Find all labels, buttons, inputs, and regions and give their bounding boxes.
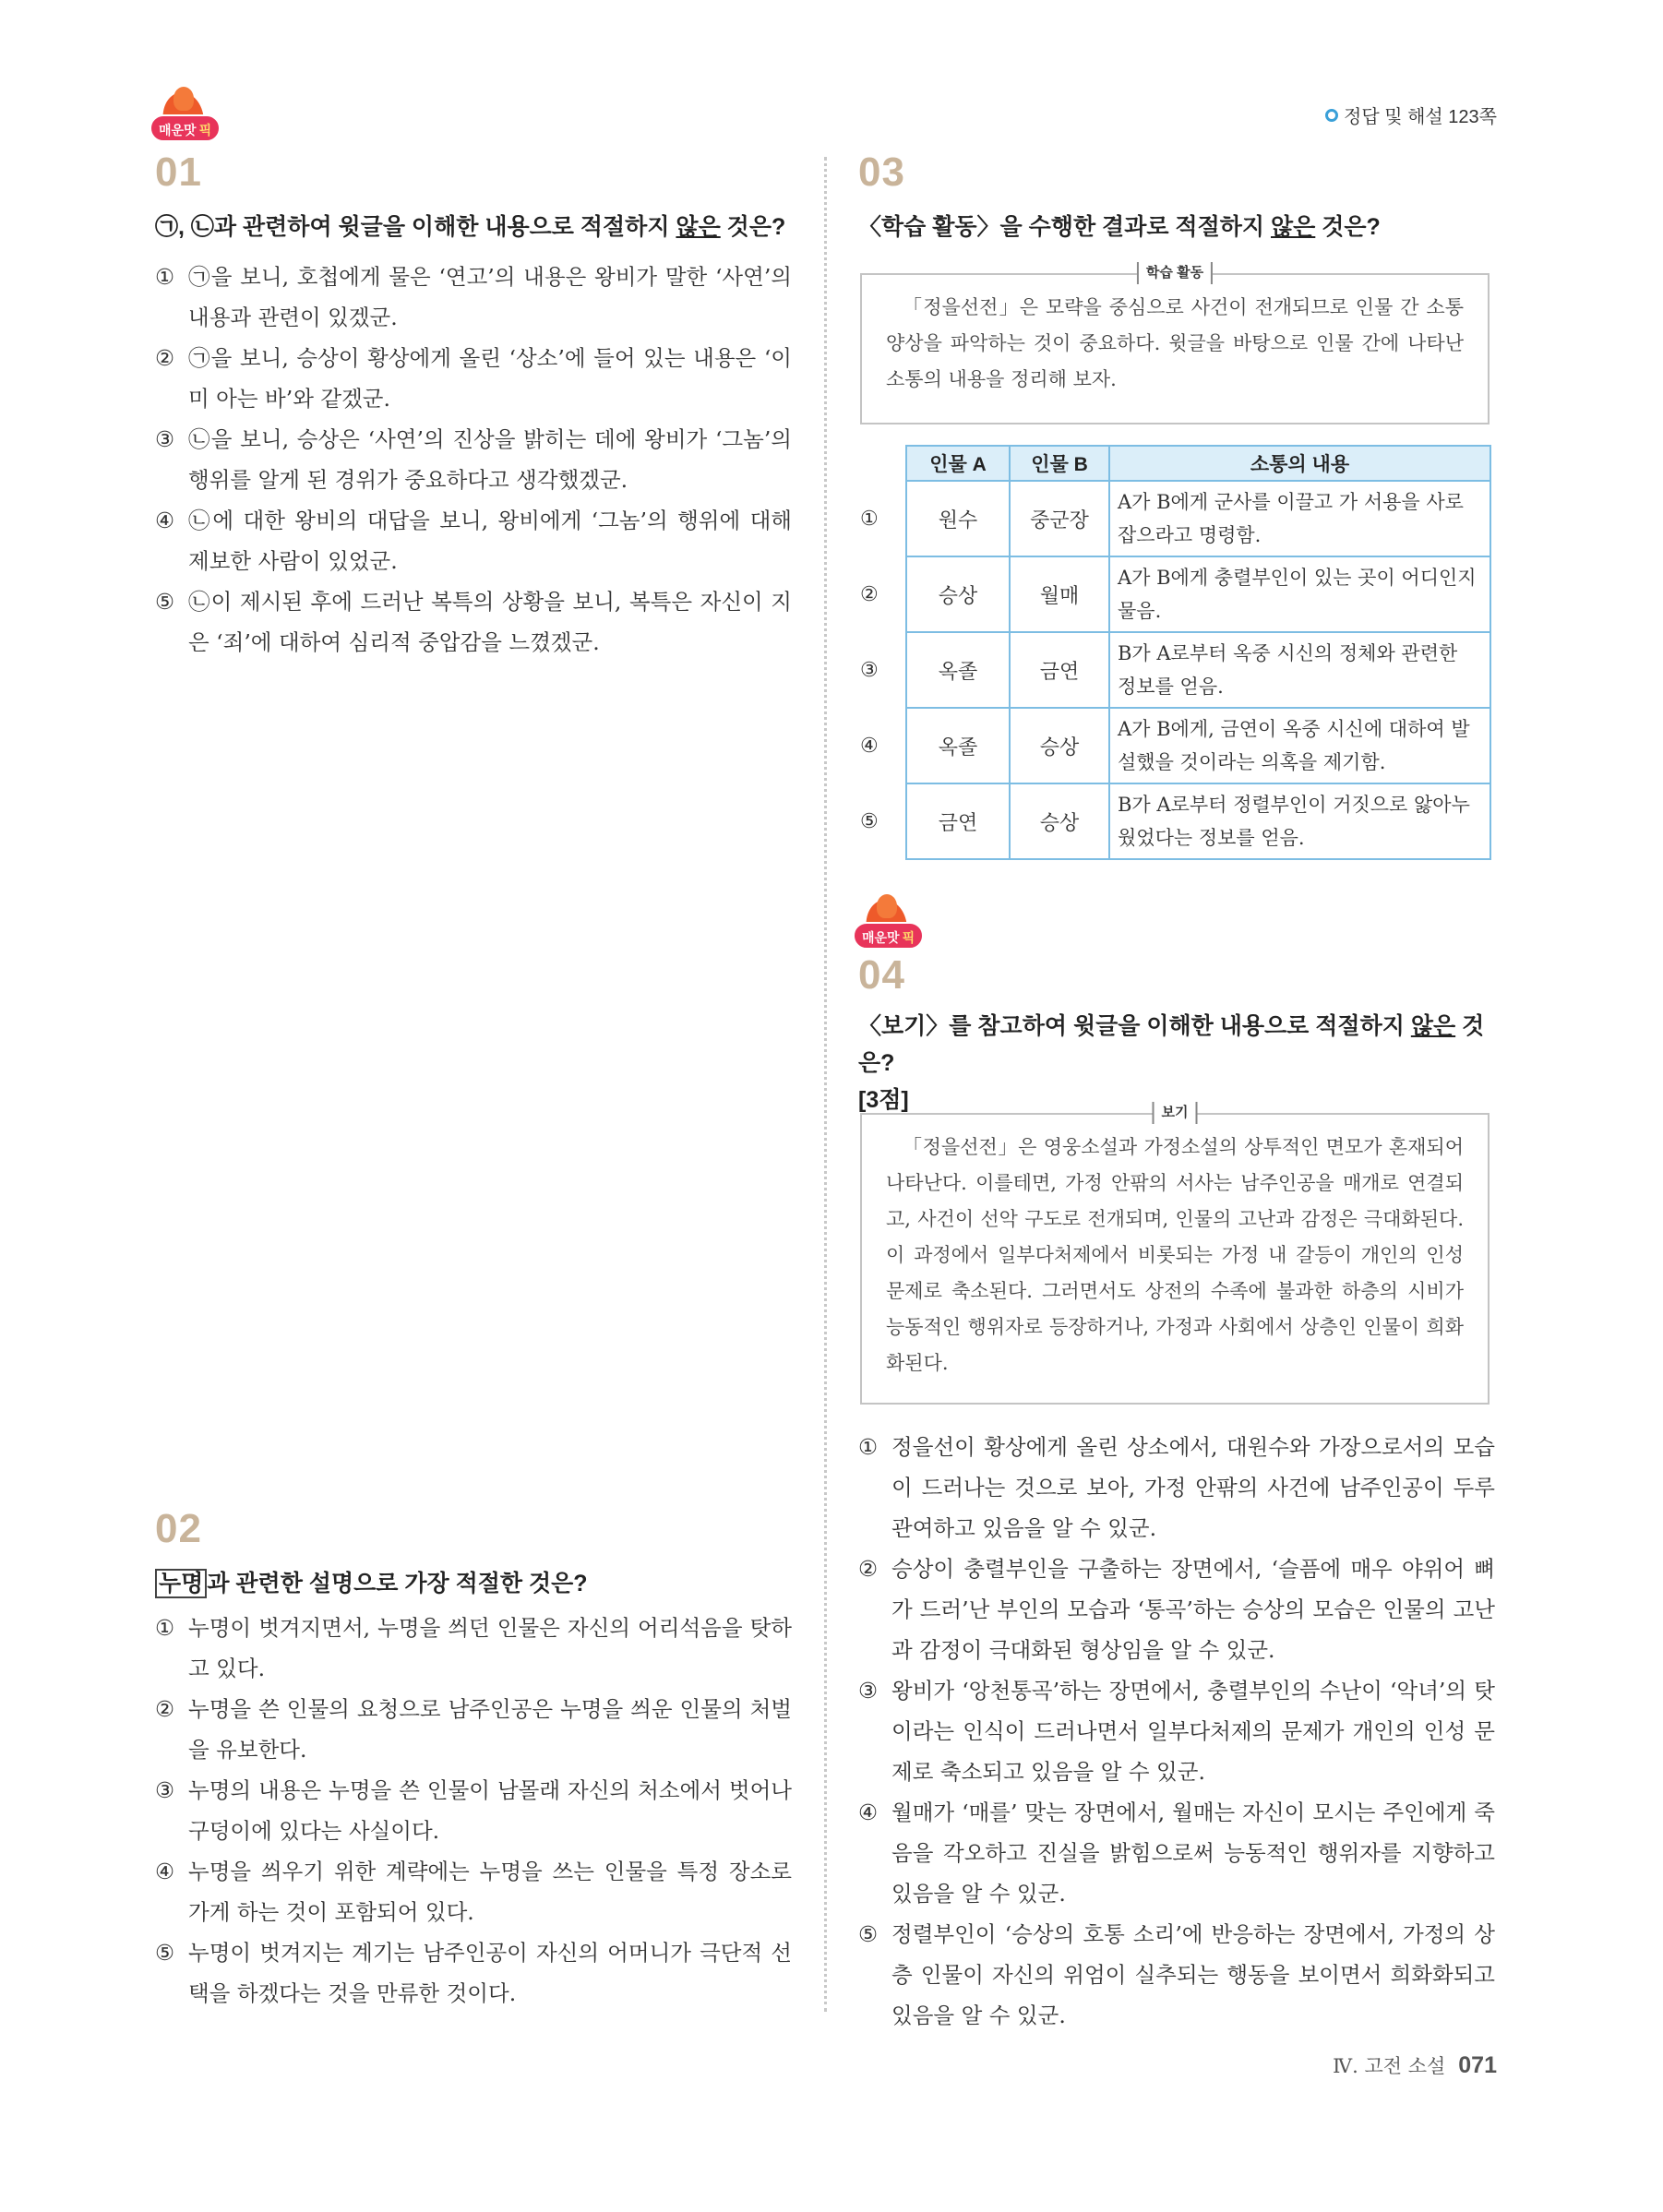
choice-text: 승상이 충렬부인을 구출하는 장면에서, ‘슬픔에 매우 야위어 뼈가 드러’난 부인의 모습과 ‘통곡’하는 승상의 모습은 인물의 고난과 감정이 극대화된 형상임을 알 수 있군. [891, 1556, 1495, 1663]
question-number: 03 [858, 149, 905, 195]
table-header-row [860, 446, 1490, 481]
cell-person-b: 금연 [1010, 632, 1109, 708]
table-row [860, 632, 1490, 708]
choice-text: 누명을 씌우기 위한 계략에는 누명을 쓰는 인물을 특정 장소로 가게 하는 것이 포함되어 있다. [188, 1859, 792, 1925]
communication-table [860, 445, 1491, 860]
column-header: 소통의 내용 [1109, 446, 1490, 481]
choice-list [155, 1608, 792, 2014]
choice-item [155, 1851, 792, 1932]
choice-number: ③ [155, 426, 175, 452]
example-box [860, 1105, 1490, 1405]
question-stem: 누명 과 관련한 설명으로 가장 적절한 것은? [155, 1565, 801, 1602]
row-number: ⑤ [860, 809, 879, 833]
choice-item [155, 581, 792, 663]
choice-number: ⑤ [858, 1921, 879, 1947]
choice-text: 누명이 벗겨지면서, 누명을 씌던 인물은 자신의 어리석음을 탓하고 있다. [188, 1615, 792, 1681]
box-title: 보기 [1153, 1102, 1198, 1124]
choice-number: ① [155, 1615, 175, 1641]
choice-number: ② [858, 1556, 879, 1582]
choice-number: ④ [858, 1799, 879, 1825]
choice-item [155, 257, 792, 338]
choice-text: ㉡을 보니, 승상은 ‘사연’의 진상을 밝히는 데에 왕비가 ‘그놈’의 행위를 알게 된 경위가 중요하다고 생각했겠군. [188, 426, 792, 493]
choice-text: ㉠을 보니, 승상이 황상에게 올린 ‘상소’에 들어 있는 내용은 ‘이미 아는 바’와 같겠군. [188, 345, 792, 412]
column-divider [824, 157, 827, 2012]
choice-number: ⑤ [155, 1940, 175, 1966]
choice-text: 누명이 벗겨지는 계기는 남주인공이 자신의 어머니가 극단적 선택을 하겠다는 것을 만류한 것이다. [188, 1940, 792, 2006]
question-number: 01 [155, 149, 202, 195]
choice-text: ㉠을 보니, 호첩에게 물은 ‘연고’의 내용은 왕비가 말한 ‘사연’의 내용과 관련이 있겠군. [188, 264, 792, 330]
choice-item [858, 1914, 1495, 2036]
choice-number: ③ [858, 1678, 879, 1704]
cell-content: A가 B에게, 금연이 옥중 시신에 대하여 발설했을 것이라는 의혹을 제기함. [1109, 708, 1490, 783]
choice-number: ④ [155, 508, 175, 533]
cell-content: B가 A로부터 옥중 시신의 정체와 관련한 정보를 얻음. [1109, 632, 1490, 708]
choice-text: 누명의 내용은 누명을 쓴 인물이 남몰래 자신의 처소에서 벗어나 구덩이에 있다는 사실이다. [188, 1777, 792, 1844]
choice-list [155, 257, 792, 663]
column-header: 인물 A [906, 446, 1010, 481]
table-row [860, 783, 1490, 859]
badge-label: 매운맛 [862, 930, 900, 945]
choice-number: ② [155, 345, 175, 371]
row-number: ③ [860, 658, 879, 682]
cell-person-b: 승상 [1010, 708, 1109, 783]
question-stem: 〈학습 활동〉을 수행한 결과로 적절하지 않은 것은? [858, 214, 1381, 240]
row-number: ② [860, 582, 879, 606]
choice-item [155, 1608, 792, 1689]
cell-content: A가 B에게 충렬부인이 있는 곳이 어디인지 물음. [1109, 556, 1490, 632]
choice-item [155, 338, 792, 419]
table-row [860, 708, 1490, 783]
question-number: 04 [858, 952, 905, 998]
choice-item [858, 1670, 1495, 1792]
cell-person-b: 중군장 [1010, 481, 1109, 556]
box-text: 「정을선전」은 영웅소설과 가정소설의 상투적인 면모가 혼재되어 나타난다. 이를테면, 가정 안팎의 서사는 남주인공을 매개로 연결되고, 사건이 선악 구도로 전개되며, 인물의 고난과 감정은 극대화된다. 이 과정에서 일부다처제에서 비롯되는 가정 내 갈등이 개인의 인성 문제로 축소된다. 그러면서도 상전의 수족에 불과한 하층의 시비가 능동적인 행위자로 등장하거나, 가정과 사회에서 상층인 인물이 희화화된다. [886, 1136, 1464, 1374]
choice-item [858, 1427, 1495, 1548]
cell-person-a: 원수 [906, 481, 1010, 556]
spicy-pick-badge [150, 92, 234, 148]
choice-list [858, 1427, 1495, 2036]
spicy-pick-badge [853, 900, 938, 955]
question-points: [3점] [858, 1087, 909, 1113]
question-stem: 〈보기〉를 참고하여 윗글을 이해한 내용으로 적절하지 않은 것은? [3점] [858, 1013, 1485, 1113]
cell-person-a: 승상 [906, 556, 1010, 632]
choice-number: ② [155, 1696, 175, 1722]
choice-item [155, 1932, 792, 2014]
cell-person-a: 옥졸 [906, 708, 1010, 783]
table-row [860, 556, 1490, 632]
choice-item [155, 1689, 792, 1770]
circle-bullet-icon [1325, 109, 1338, 122]
choice-number: ⑤ [155, 589, 175, 615]
choice-number: ① [858, 1434, 879, 1460]
choice-text: 정렬부인이 ‘승상의 호통 소리’에 반응하는 장면에서, 가정의 상층 인물이 자신의 위엄이 실추되는 행동을 보이면서 희화화되고 있음을 알 수 있군. [891, 1921, 1495, 2028]
cell-person-a: 금연 [906, 783, 1010, 859]
table-row [860, 481, 1490, 556]
choice-text: 월매가 ‘매를’ 맞는 장면에서, 월매는 자신이 모시는 주인에게 죽음을 각오하고 진실을 밝힘으로써 능동적인 행위자를 지향하고 있음을 알 수 있군. [891, 1799, 1495, 1907]
choice-text: 정을선이 황상에게 올린 상소에서, 대원수와 가장으로서의 모습이 드러나는 것으로 보아, 가정 안팎의 사건에 남주인공이 두루 관여하고 있음을 알 수 있군. [891, 1434, 1495, 1541]
learning-activity-box [860, 265, 1490, 424]
section-title: Ⅳ. 고전 소설 [1333, 2055, 1446, 2077]
answer-reference-text: 정답 및 해설 123쪽 [1344, 107, 1497, 127]
cell-person-b: 승상 [1010, 783, 1109, 859]
cell-content: A가 B에게 군사를 이끌고 가 서용을 사로잡으라고 명령함. [1109, 481, 1490, 556]
box-title: 학습 활동 [1137, 262, 1213, 284]
choice-text: ㉡에 대한 왕비의 대답을 보니, 왕비에게 ‘그놈’의 행위에 대해 제보한 사람이 있었군. [188, 508, 792, 574]
row-number: ④ [860, 734, 879, 758]
choice-item [858, 1792, 1495, 1914]
badge-label: 매운맛 [159, 123, 197, 138]
cell-person-a: 옥졸 [906, 632, 1010, 708]
choice-item [155, 500, 792, 581]
badge-pick: 픽 [198, 123, 212, 138]
choice-text: 왕비가 ‘앙천통곡’하는 장면에서, 충렬부인의 수난이 ‘악녀’의 탓이라는 인식이 드러나면서 일부다처제의 문제가 개인의 인성 문제로 축소되고 있음을 알 수 있군. [891, 1678, 1495, 1785]
page-number: 071 [1458, 2051, 1497, 2078]
choice-number: ③ [155, 1777, 175, 1803]
column-header: 인물 B [1010, 446, 1109, 481]
badge-pick: 픽 [902, 930, 915, 945]
box-text: 「정을선전」은 모략을 중심으로 사건이 전개되므로 인물 간 소통 양상을 파악하는 것이 중요하다. 윗글을 바탕으로 인물 간에 나타난 소통의 내용을 정리해 보자. [886, 296, 1464, 390]
choice-item [858, 1548, 1495, 1670]
page-footer [1333, 2051, 1497, 2079]
choice-number: ④ [155, 1859, 175, 1884]
question-number: 02 [155, 1506, 202, 1551]
choice-text: 누명을 쓴 인물의 요청으로 남주인공은 누명을 씌운 인물의 처벌을 유보한다. [188, 1696, 792, 1763]
question-stem: ㉠, ㉡과 관련하여 윗글을 이해한 내용으로 적절하지 않은 것은? [155, 214, 786, 240]
choice-text: ㉡이 제시된 후에 드러난 복특의 상황을 보니, 복특은 자신이 지은 ‘죄’에 대하여 심리적 중압감을 느꼈겠군. [188, 589, 792, 655]
choice-number: ① [155, 264, 175, 290]
choice-item [155, 1770, 792, 1851]
row-number: ① [860, 507, 879, 531]
choice-item [155, 419, 792, 500]
answer-reference [1325, 102, 1497, 128]
cell-person-b: 월매 [1010, 556, 1109, 632]
cell-content: B가 A로부터 정렬부인이 거짓으로 앓아누웠었다는 정보를 얻음. [1109, 783, 1490, 859]
